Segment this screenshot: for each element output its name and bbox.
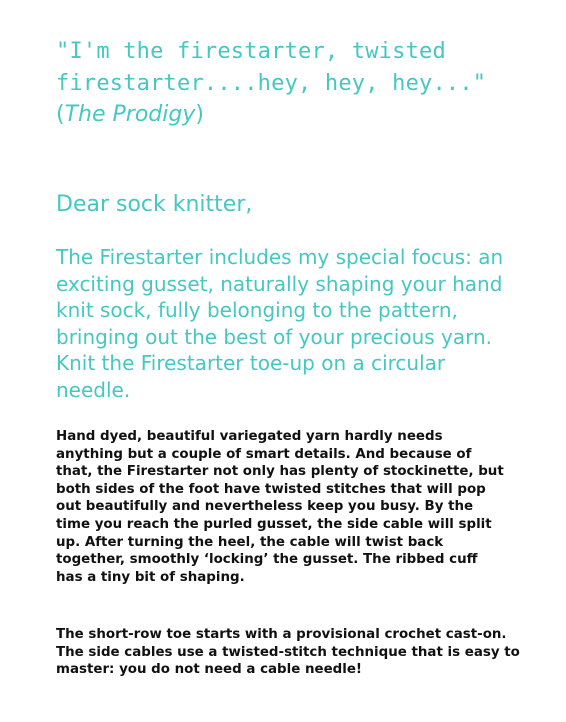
body-line: anything but a couple of smart details. And because of [56,446,472,462]
body-paragraph-1 [56,428,546,586]
intro-line: bringing out the best of your precious yarn. [56,324,493,349]
body-line: Hand dyed, beautiful variegated yarn hardly needs [56,429,443,444]
body-line: both sides of the foot have twisted stitches that will pop [56,481,486,497]
quote-line: firestarter....hey, hey, hey..." [56,71,487,96]
body-line: out beautifully and nevertheless keep you busy. By the [56,499,474,515]
body-line: The side cables use a twisted-stitch technique that is easy to [56,644,520,660]
body-line: master: you do not need a cable needle! [56,662,363,678]
quote-line: "I'm the firestarter, twisted [56,39,446,64]
intro-line: Knit the Firestarter toe-up on a circular [56,351,446,375]
body-line: up. After turning the heel, the cable will twist back [56,534,444,550]
intro-line: The Firestarter includes my special focus: an [56,245,504,269]
attribution-close: ) [195,102,204,127]
intro-paragraph [56,244,536,403]
attribution-open: ( [56,102,65,127]
quote-attribution [56,100,204,130]
body-paragraph-2 [56,626,546,679]
attribution-source: The Prodigy [64,102,196,127]
body-line: that, the Firestarter not only has plenty of stockinette, but [56,464,504,480]
body-line: has a tiny bit of shaping. [56,569,245,585]
intro-line: knit sock, fully belonging to the pattern, [56,298,458,322]
body-line: together, smoothly ‘locking’ the gusset. The ribbed cuff [56,552,478,568]
epigraph-quote [56,36,536,100]
intro-line: exciting gusset, naturally shaping your hand [56,271,503,296]
body-line: time you reach the purled gusset, the side cable will split [56,516,492,532]
intro-line: needle. [56,377,131,402]
body-line: The short-row toe starts with a provisional crochet cast-on. [56,627,507,642]
salutation: Dear sock knitter, [56,192,253,217]
